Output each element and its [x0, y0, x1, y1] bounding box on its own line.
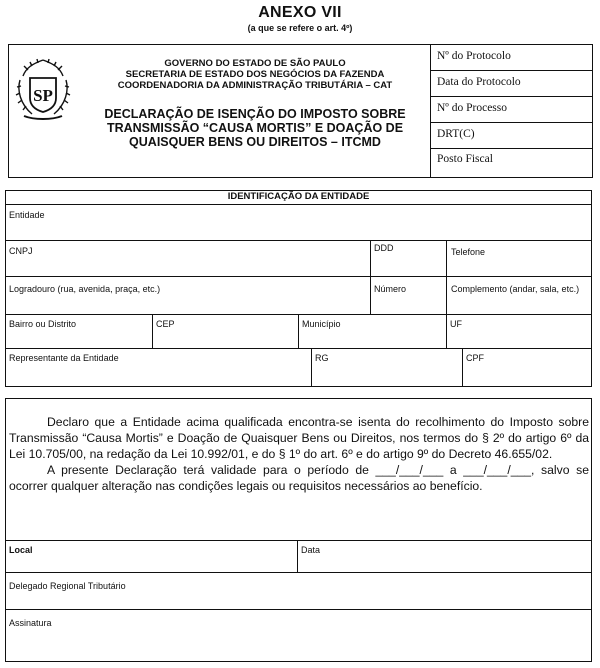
doc-title-line: TRANSMISSÃO “CAUSA MORTIS” E DOAÇÃO DE [106, 121, 404, 135]
protocol-date-field[interactable]: Data do Protocolo [437, 76, 521, 88]
drt-field[interactable]: DRT(C) [437, 128, 475, 140]
org-line: SECRETARIA DE ESTADO DOS NEGÓCIOS DA FAZENDA [125, 69, 385, 80]
cpf-field[interactable]: CPF [466, 353, 484, 363]
document-title [80, 107, 430, 149]
phone-field[interactable]: Telefone [451, 247, 486, 257]
fiscal-post-field[interactable]: Posto Fiscal [437, 153, 493, 165]
cnpj-field[interactable]: CNPJ [9, 246, 33, 256]
entity-section-title: IDENTIFICAÇÃO DA ENTIDADE [227, 191, 370, 202]
representative-field[interactable]: Representante da Entidade [9, 353, 119, 363]
street-field[interactable]: Logradouro (rua, avenida, praça, etc.) [9, 284, 161, 294]
declaration-text [9, 414, 589, 494]
org-header [80, 58, 430, 91]
location-field[interactable]: Local [9, 545, 33, 555]
state-field[interactable]: UF [450, 319, 462, 329]
tax-delegate-field[interactable]: Delegado Regional Tributário [9, 581, 126, 591]
annex-subtitle: (a que se refere o art. 4º) [247, 23, 353, 33]
declaration-paragraph-1: Declaro que a Entidade acima qualificada encontra-se isenta do recolhimento do Imposto sobre Transmissão “Causa Mortis” e Doação de Quaisquer Bens ou Direitos, nos termos do § 2º do artigo 6º da Lei 10.705/00, na redação da Lei 10.992/01, e do § 1º do art. 6º e do artigo 9º do Decreto 46.655/02. [9, 415, 589, 461]
annex-title: ANEXO VII [258, 4, 342, 21]
date-field[interactable]: Data [301, 545, 321, 555]
org-line: GOVERNO DO ESTADO DE SÃO PAULO [164, 58, 346, 69]
entity-name-field[interactable]: Entidade [9, 210, 45, 220]
doc-title-line: QUAISQUER BENS OU DIREITOS – ITCMD [129, 135, 381, 149]
cep-field[interactable]: CEP [156, 319, 175, 329]
process-number-field[interactable]: Nº do Processo [437, 102, 508, 114]
street-number-field[interactable]: Número [374, 284, 407, 294]
seal-letters: SP [33, 86, 53, 105]
declaration-paragraph-2: A presente Declaração terá validade para o período de ___/___/___ a ___/___/___, salvo se ocorrer qualquer alteração nas condições legais ou requisitos necessários ao benefício. [9, 463, 589, 493]
org-line: COORDENADORIA DA ADMINISTRAÇÃO TRIBUTÁRIA – CAT [117, 80, 393, 91]
doc-title-line: DECLARAÇÃO DE ISENÇÃO DO IMPOSTO SOBRE [104, 107, 406, 121]
ddd-field[interactable]: DDD [374, 243, 394, 253]
complement-field[interactable]: Complemento (andar, sala, etc.) [451, 284, 580, 294]
signature-field[interactable]: Assinatura [9, 618, 52, 628]
district-field[interactable]: Bairro ou Distrito [9, 319, 77, 329]
sao-paulo-coat-of-arms-icon [14, 56, 72, 120]
city-field[interactable]: Município [302, 319, 341, 329]
rg-field[interactable]: RG [315, 353, 329, 363]
protocol-number-field[interactable]: Nº do Protocolo [437, 50, 511, 62]
